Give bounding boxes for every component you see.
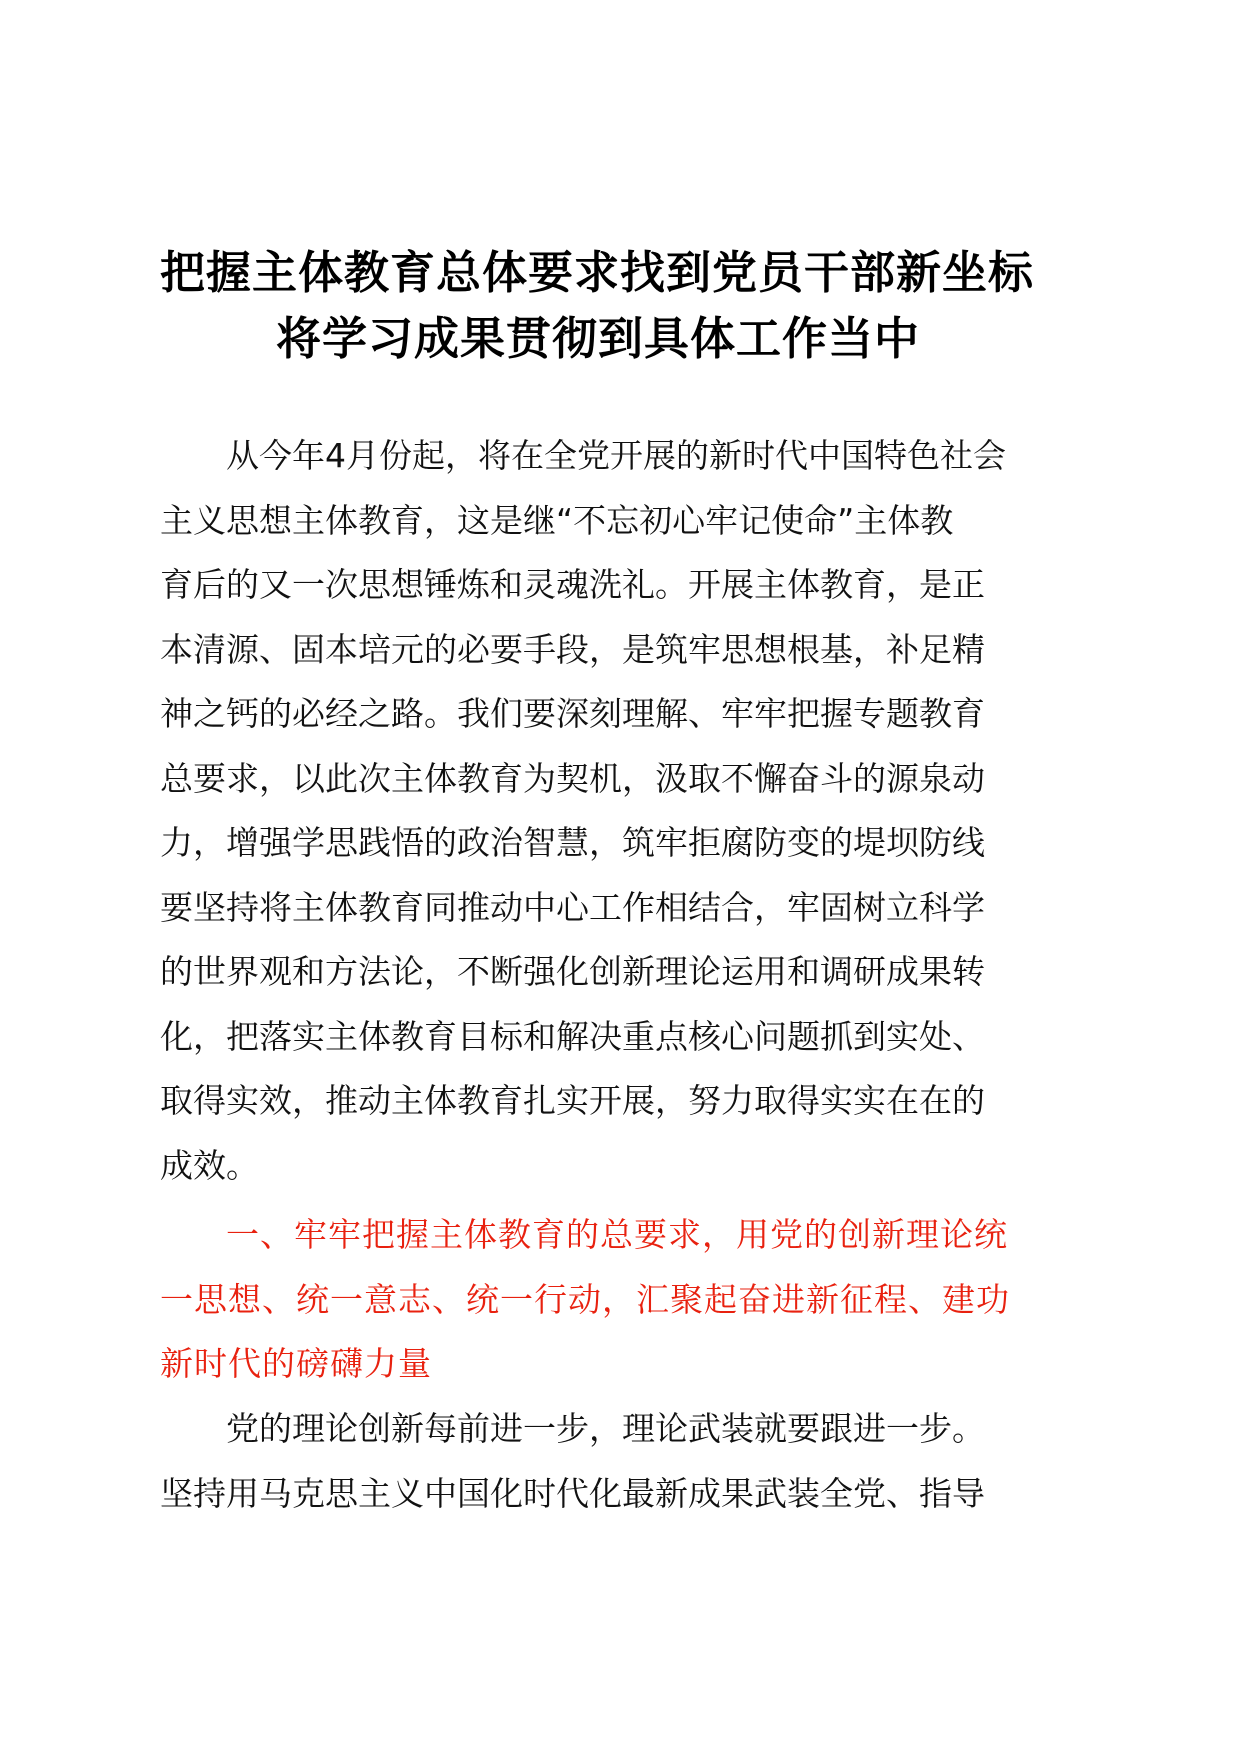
title-line-1: 把握主体教育总体要求找到党员干部新坐标	[160, 246, 1035, 299]
text-line: 取得实效，推动主体教育扎实开展，努力取得实实在在的	[160, 1081, 985, 1120]
intro-paragraph	[160, 424, 1090, 1198]
heading-line: 新时代的磅礴力量	[160, 1344, 432, 1383]
text-line: 从今年4月份起，将在全党开展的新时代中国特色社会	[226, 436, 1006, 475]
text-line: 化，把落实主体教育目标和解决重点核心问题抓到实处、	[160, 1016, 985, 1056]
text-line: 成效。	[160, 1145, 259, 1185]
text-line: 党的理论创新每前进一步，理论武装就要跟进一步。	[226, 1409, 985, 1448]
text-line: 神之钙的必经之路。我们要深刻理解、牢牢把握专题教育	[160, 694, 985, 733]
text-line: 要坚持将主体教育同推动中心工作相结合，牢固树立科学	[160, 887, 985, 927]
document-title	[160, 240, 1100, 372]
heading-line: 一、牢牢把握主体教育的总要求，用党的创新理论统	[226, 1215, 1008, 1254]
section-heading-1	[160, 1203, 1090, 1397]
section-paragraph-1	[160, 1397, 1090, 1526]
text-line: 力，增强学思践悟的政治智慧，筑牢拒腐防变的堤坝防线	[160, 823, 985, 862]
text-line: 的世界观和方法论，不断强化创新理论运用和调研成果转	[160, 952, 985, 991]
title-line-2: 将学习成果贯彻到具体工作当中	[276, 312, 921, 365]
text-line: 本清源、固本培元的必要手段，是筑牢思想根基，补足精	[160, 629, 985, 669]
text-line: 坚持用马克思主义中国化时代化最新成果武装全党、指导	[160, 1473, 985, 1513]
text-line: 主义思想主体教育，这是继“不忘初心牢记使命”主体教	[160, 500, 954, 540]
text-line: 育后的又一次思想锤炼和灵魂洗礼。开展主体教育，是正	[160, 565, 985, 604]
text-line: 总要求，以此次主体教育为契机，汲取不懈奋斗的源泉动	[160, 758, 985, 798]
heading-line: 一思想、统一意志、统一行动，汇聚起奋进新征程、建功	[160, 1279, 1010, 1319]
